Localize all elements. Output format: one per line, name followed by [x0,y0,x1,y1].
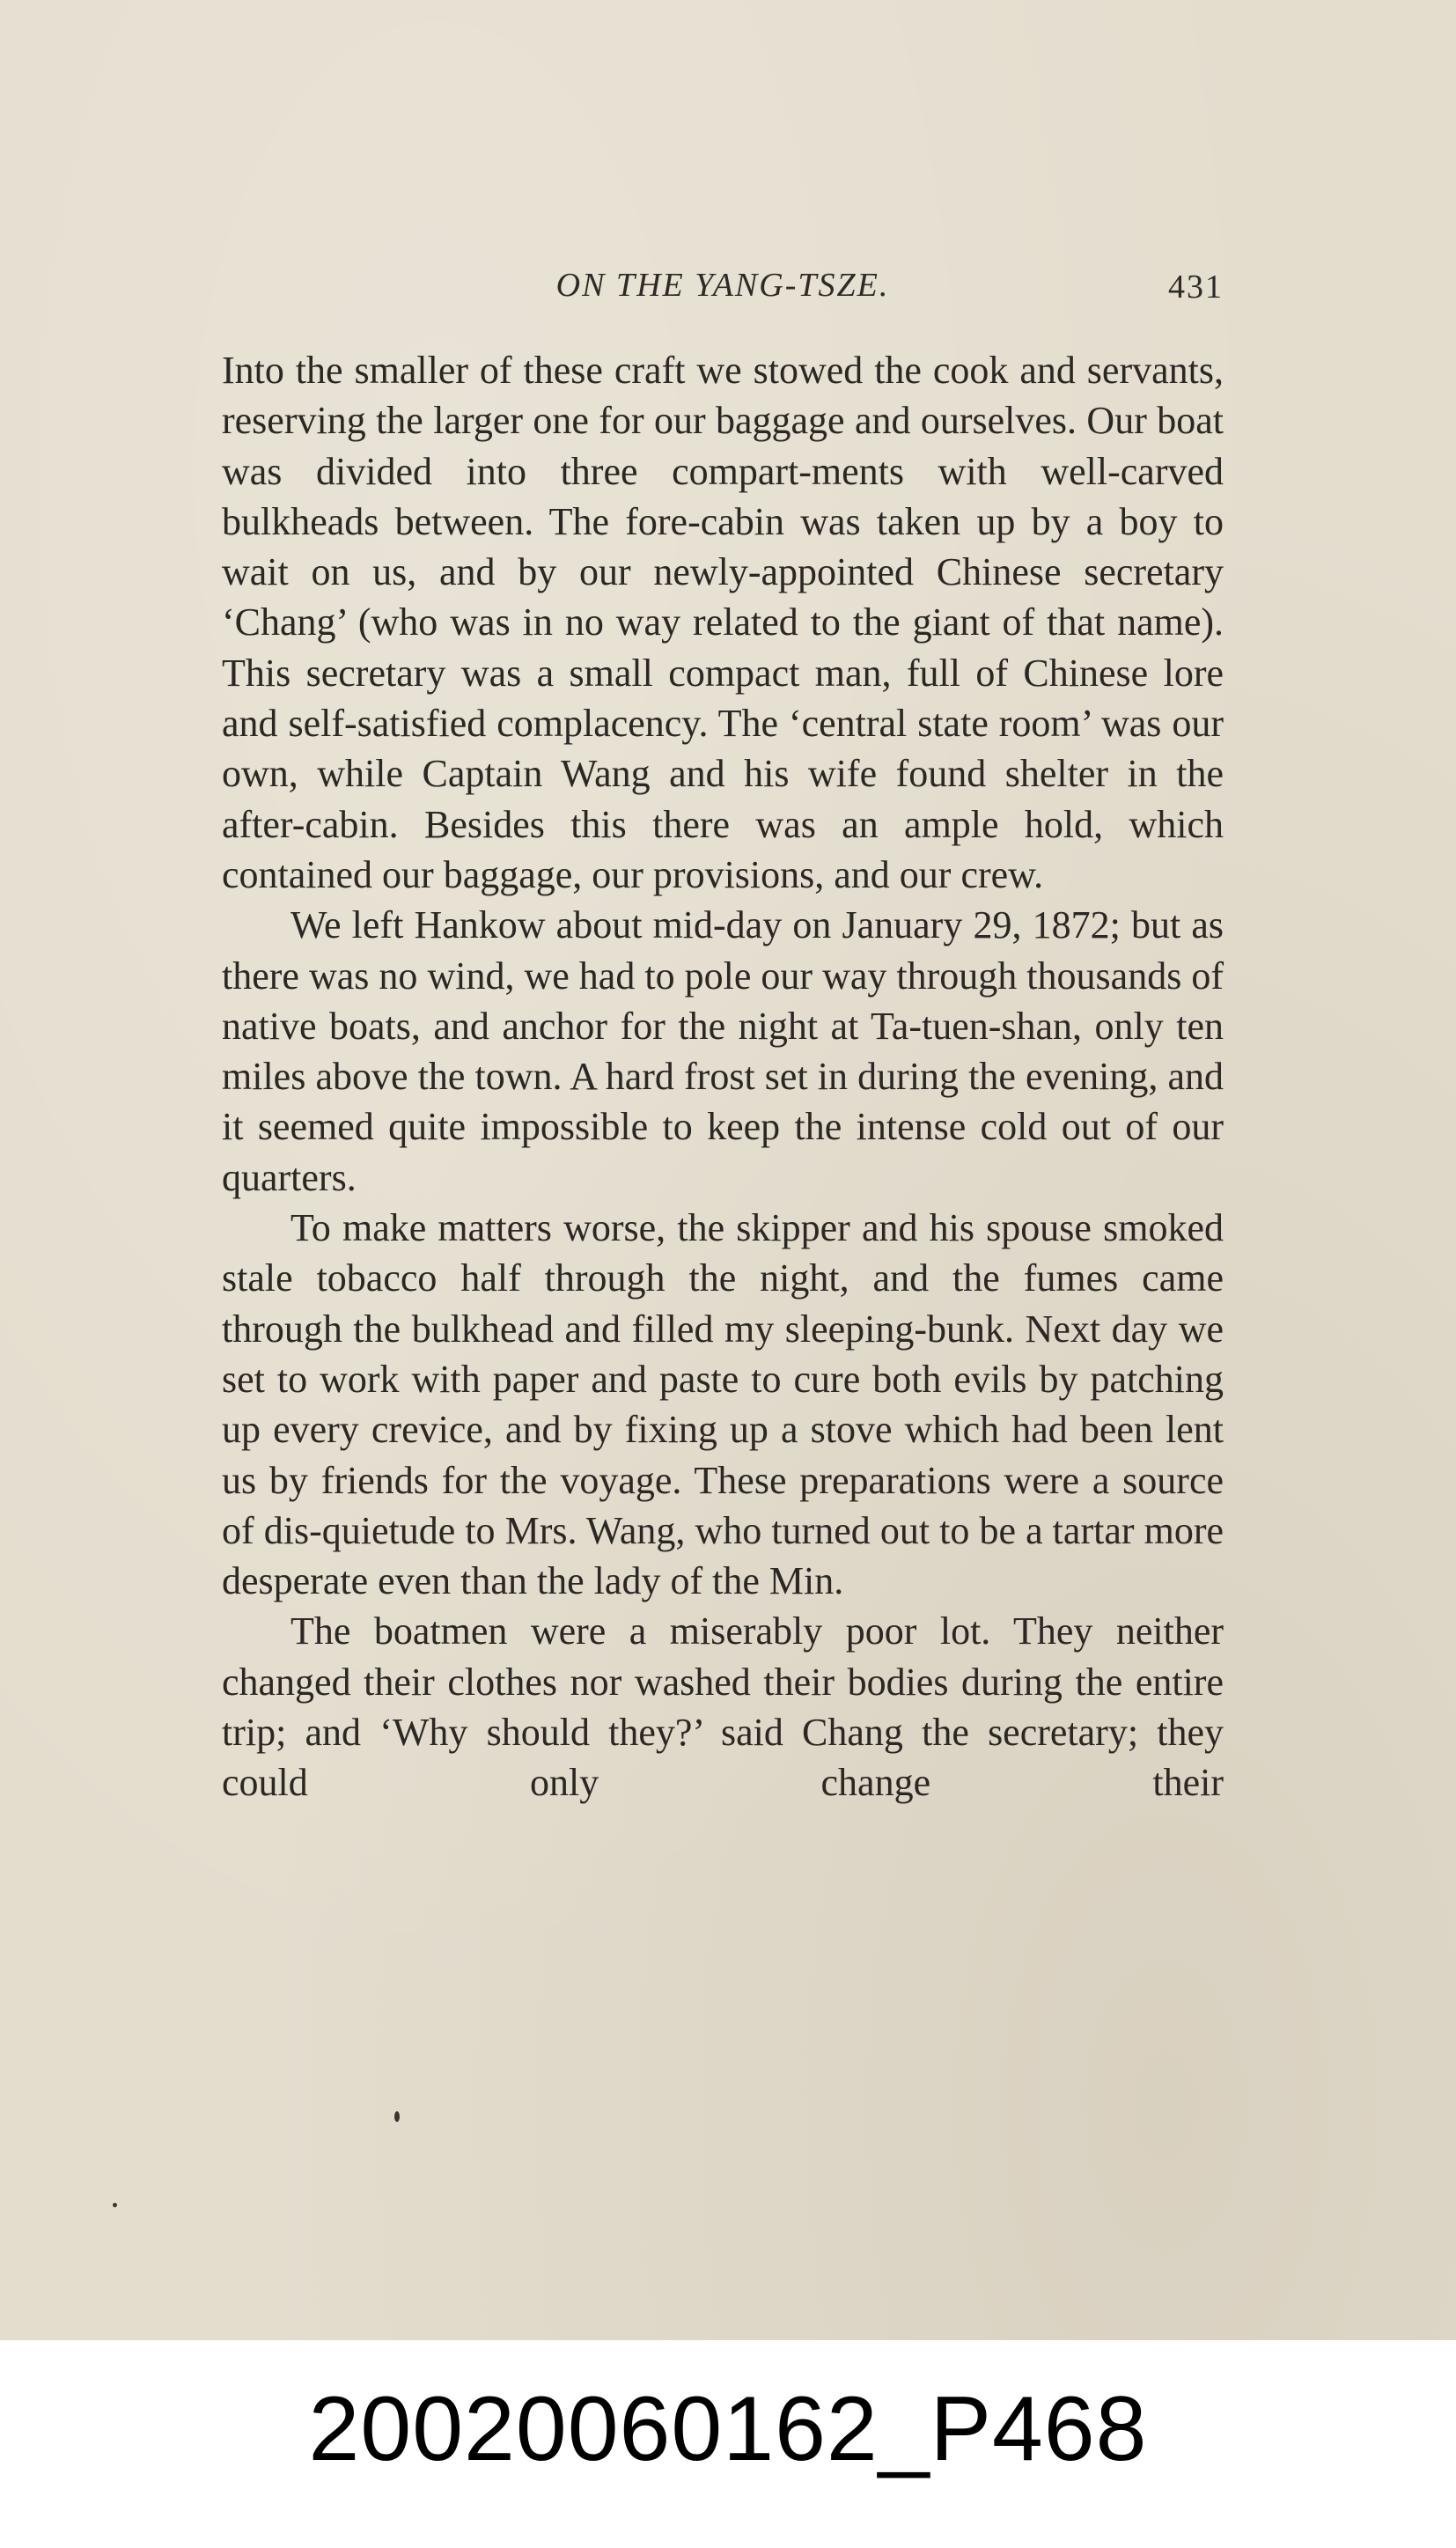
running-title: ON THE YANG-TSZE. [555,267,890,304]
body-text [222,345,1224,1808]
ink-speck [113,2203,117,2207]
paragraph-2: We left Hankow about mid-day on January 29, 1872; but as there was no wind, we had to pole our way through thousands of native boats, and anchor for the night at Ta-tuen-shan, only ten miles above the town. A hard frost set in during the evening, and it seemed quite impossible to keep the intense cold out of our quarters. [222,903,1224,1199]
running-head [222,266,1224,310]
paragraph-1: Into the smaller of these craft we stowed the cook and servants, reserving the larger one for our baggage and ourselves. Our boat was divided into three compart-ments with well-carved bulkheads between. The fore-cabin was taken up by a boy to wait on us, and by our newly-appointed Chinese secretary ‘Chang’ (who was in no way related to the giant of that name). This secretary was a small compact man, full of Chinese lore and self-satisfied complacency. The ‘central state room’ was our own, while Captain Wang and his wife found shelter in the after-cabin. Besides this there was an ample hold, which contained our baggage, our provisions, and our crew. [222,349,1224,896]
image-identifier-caption: 20020060162_P468 [308,2378,1148,2480]
page-number: 431 [1168,269,1224,306]
paragraph-3: To make matters worse, the skipper and his spouse smoked stale tobacco half through the night, and the fumes came through the bulkhead and filled my sleeping-bunk. Next day we set to work with paper and paste to cure both evils by patching up every crevice, and by fixing up a stove which had been lent us by friends for the voyage. These preparations were a source of dis-quietude to Mrs. Wang, who turned out to be a tartar more desperate even than the lady of the Min. [222,1206,1224,1603]
ink-speck [394,2111,400,2122]
paragraph-4: The boatmen were a miserably poor lot. They neither changed their clothes nor washed their bodies during the entire trip; and ‘Why should they?’ said Chang the secretary; they could only change their [222,1609,1224,1805]
